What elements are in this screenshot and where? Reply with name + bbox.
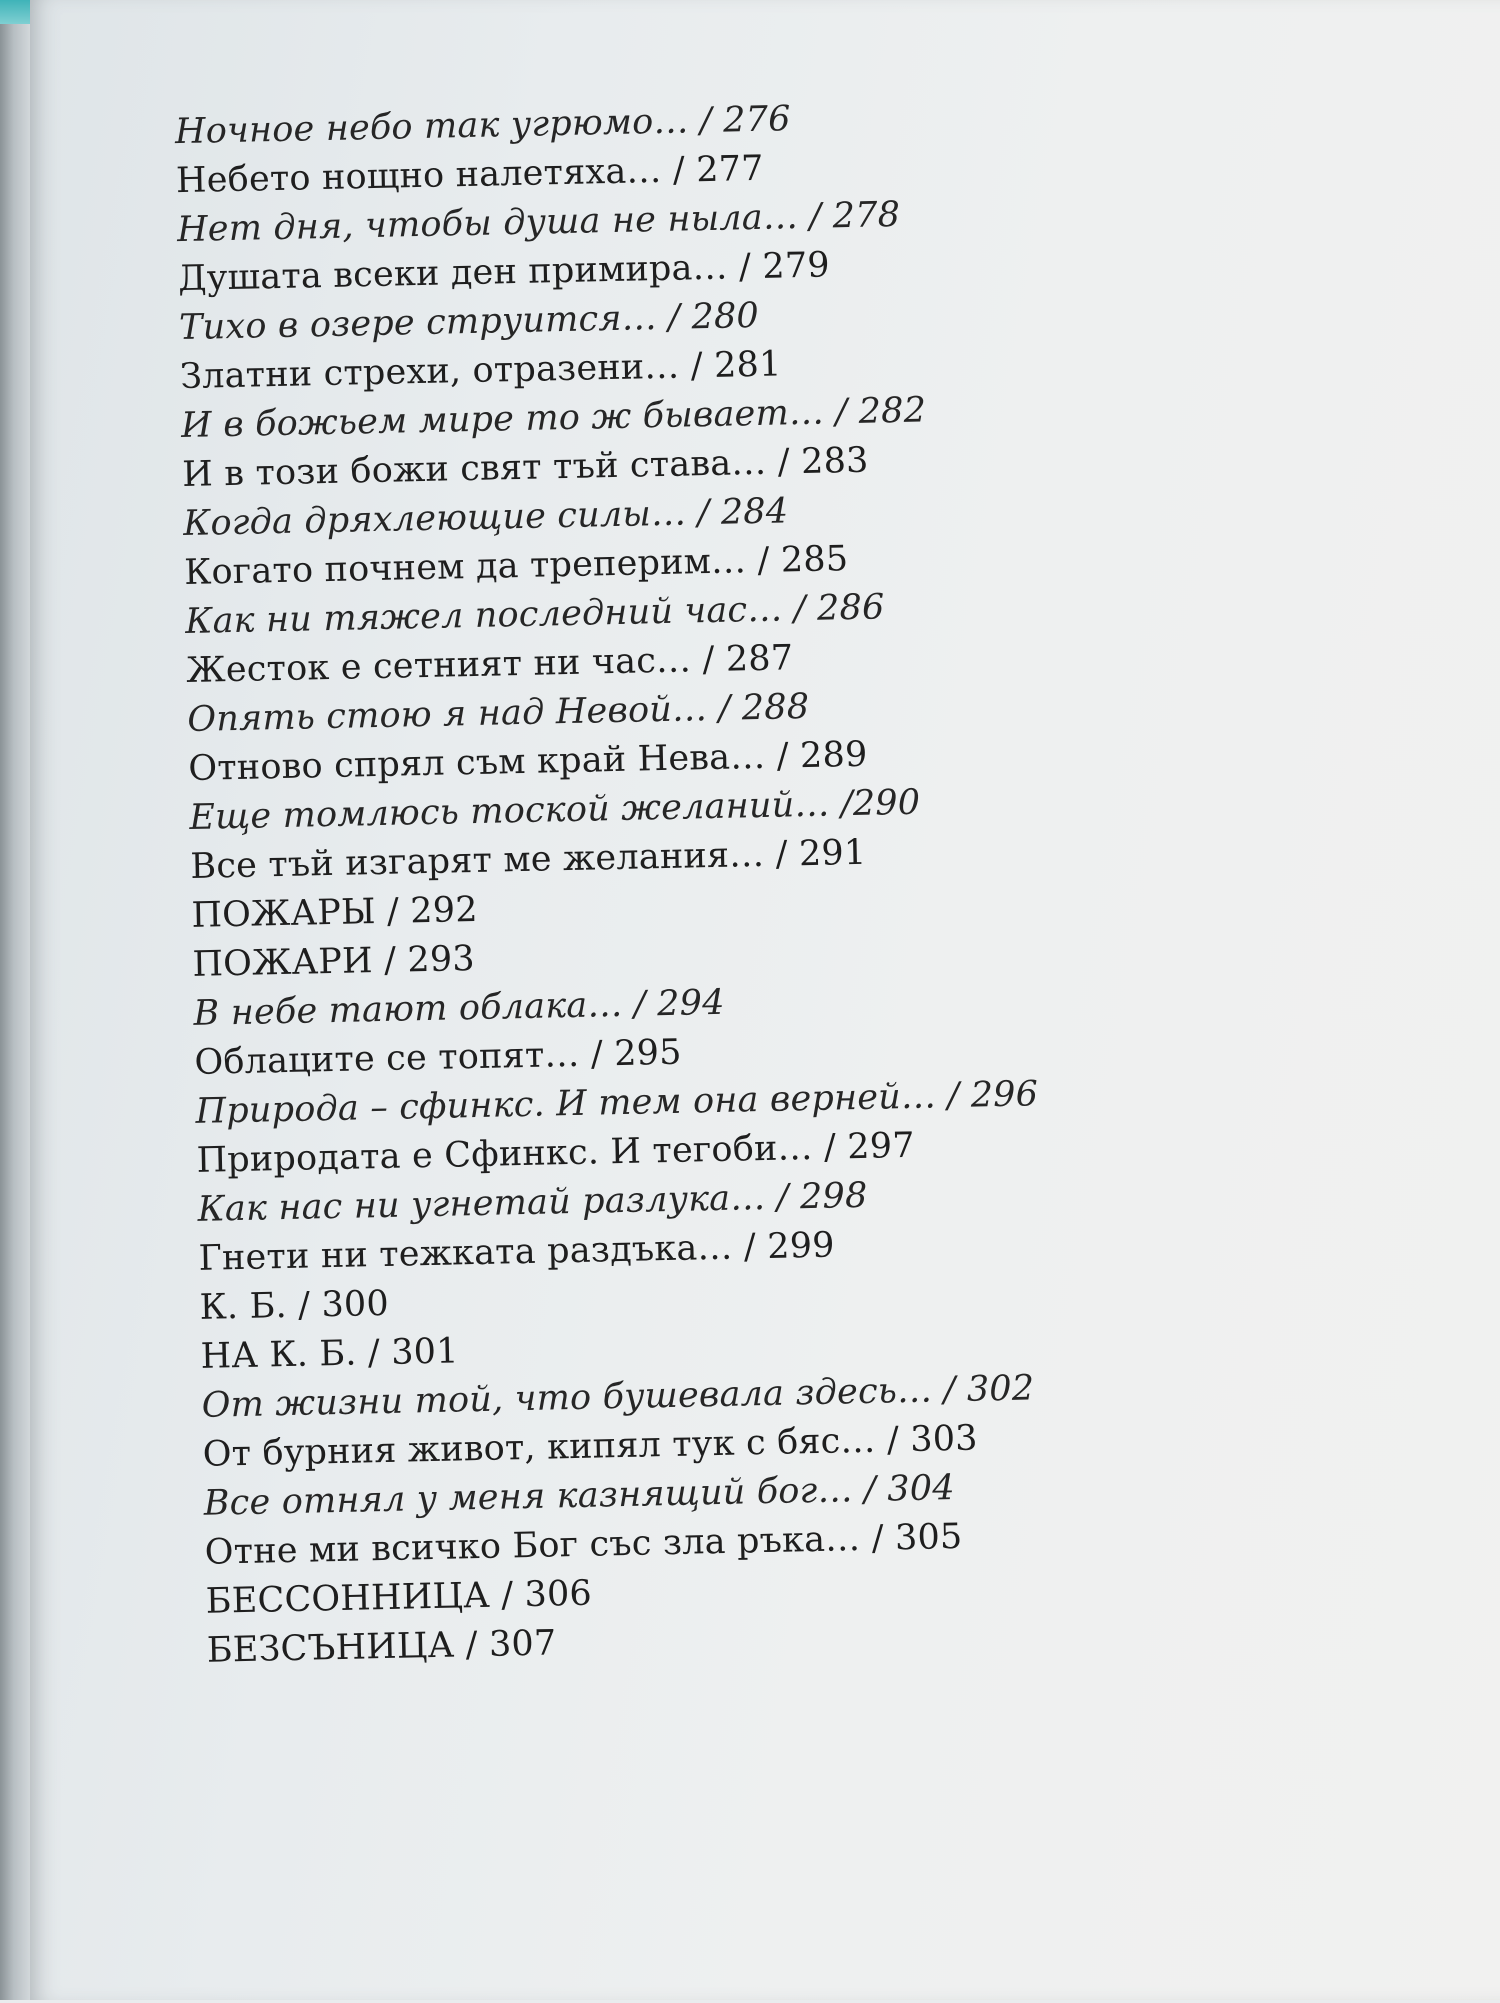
toc-entry: К. Б. / 300 [199, 1283, 390, 1328]
toc-entry: Ночное небо так угрюмо… / 276 [174, 99, 792, 153]
toc-entry: И в този божи свят тъй става… / 283 [181, 440, 869, 496]
toc-entry: Еще томлюсь тоской желаний… /290 [188, 782, 921, 838]
toc-entry: Отново спрял съм край Нева… / 289 [187, 734, 868, 789]
toc-entry: И в божьем мире то ж бывает… / 282 [180, 390, 927, 447]
toc-entry: НА К. Б. / 301 [200, 1331, 460, 1377]
toc-entry: Златни стрехи, отразени… / 281 [179, 344, 782, 398]
toc-entry: От бурния живот, кипял тук с бяс… / 303 [202, 1418, 979, 1475]
toc-entry: Нет дня, чтобы душа не ныла… / 278 [176, 194, 901, 251]
table-of-contents [27, 0, 1500, 2003]
toc-entry: От жизни той, что бушевала здесь… / 302 [201, 1368, 1035, 1426]
toc-entry: Когато почнем да треперим… / 285 [183, 539, 849, 594]
cover-edge-decoration [0, 0, 30, 24]
toc-entry: ПОЖАРИ / 293 [192, 939, 476, 985]
toc-entry: Природа – сфинкс. И тем она верней… / 296 [195, 1074, 1039, 1132]
toc-entry: Облаците се топят… / 295 [194, 1032, 683, 1083]
toc-entry: Жесток е сетният ни час… / 287 [185, 638, 794, 691]
toc-entry: В небе тают облака… / 294 [193, 982, 726, 1034]
toc-entry: ПОЖАРЫ / 292 [191, 889, 479, 936]
toc-entry: Душата всеки ден примира… / 279 [177, 245, 831, 300]
toc-entry: Опять стою я над Невой… / 288 [186, 686, 810, 740]
toc-entry: Все тъй изгарят ме желания… / 291 [190, 832, 867, 887]
toc-entry: Когда дряхлеющие силы… / 284 [182, 491, 789, 545]
toc-entry: Небето нощно налетяха… / 277 [175, 148, 765, 202]
toc-entry: Все отнял у меня казнящий бог… / 304 [203, 1468, 956, 1524]
toc-entry: БЕССОННИЦА / 306 [205, 1573, 593, 1622]
toc-entry: Гнети ни тежката раздъка… / 299 [198, 1225, 836, 1279]
book-spine-shadow [0, 0, 34, 2000]
toc-entry: Как нас ни угнетай разлука… / 298 [197, 1175, 868, 1230]
toc-entry: Природата е Сфинкс. И тегоби… / 297 [196, 1125, 916, 1181]
book-page [30, 0, 1500, 2000]
toc-entry: Отне ми всичко Бог със зла ръка… / 305 [204, 1516, 963, 1573]
toc-entry: Как ни тяжел последний час… / 286 [184, 587, 885, 642]
toc-entry: Тихо в озере струится… / 280 [178, 295, 760, 349]
toc-entry: БЕЗСЪНИЦА / 307 [206, 1623, 557, 1671]
